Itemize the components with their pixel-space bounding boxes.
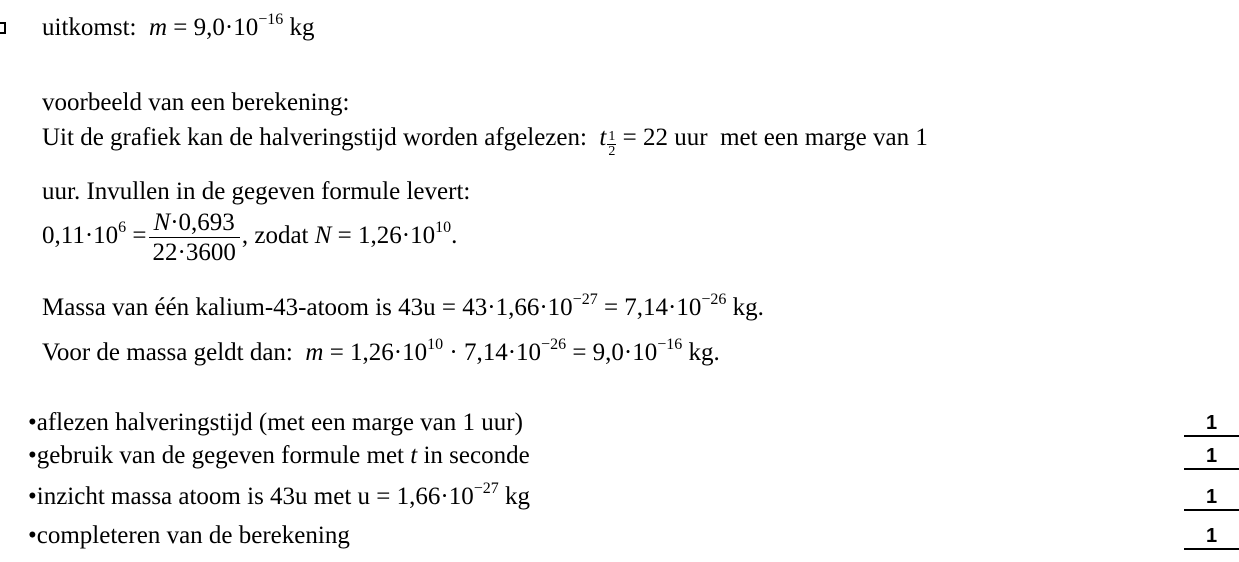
bullet-icon: • [28, 522, 37, 549]
zodat-text: zodat [254, 222, 309, 250]
intro-text: voorbeeld van een berekening: [42, 89, 350, 116]
score-4: 1 [1184, 526, 1239, 550]
result-unit: kg [289, 14, 315, 41]
result-label: uitkomst: [42, 14, 137, 41]
t-var: t [599, 124, 607, 151]
halftime-line [42, 125, 928, 159]
result-line [42, 11, 315, 41]
formula-line: $0,11\cdot 10^6$ = $\frac{N\cdot 0,693}{22\cdot 3600}$ , zodat $N = 1,26\cdot 10^{10}$. [42, 209, 458, 266]
criterion-4: •completeren van de berekening [28, 522, 350, 549]
half-fraction: $\frac{1}{2}$ [608, 129, 616, 159]
result-expr: = 9,0·10 [173, 14, 259, 41]
criterion-2: •gebruik van de gegeven formule met t in seconde [28, 442, 530, 469]
result-exp: −16 [258, 11, 284, 28]
n-value: = 1,26·10 [337, 222, 436, 250]
margin-text: met een marge van 1 [720, 124, 928, 151]
score-3: 1 [1184, 487, 1239, 511]
total-text: Voor de massa geldt dan: [42, 339, 293, 366]
halftime-text: Uit de grafiek kan de halveringstijd worden afgelezen: [42, 124, 587, 151]
criterion-1: •aflezen halveringstijd (met een marge van 1 uur) [28, 409, 523, 436]
bullet-icon: • [28, 483, 37, 510]
criterion-3: •inzicht massa atoom is 43u met $u = 1,66\cdot 10^{-27}$ kg [28, 480, 530, 510]
halftime-value: = 22 uur [622, 124, 708, 151]
bullet-icon: • [28, 409, 37, 436]
formula-fraction: $\frac{N\cdot 0,693}{22\cdot 3600}$ [149, 210, 240, 265]
result-var: m [148, 14, 168, 41]
total-mass-line: Voor de massa geldt dan: $m = 1,26\cdot 10^{10} \cdot 7,14\cdot 10^{-26} = 9,0\cdot 10^{-16}$ kg. [42, 336, 720, 366]
mass-line: Massa van één kalium-43-atoom is $43u = 43\cdot 1,66\cdot 10^{-27} = 7,14\cdot 10^{-26}$ kg. [42, 291, 764, 321]
formula-intro: uur. Invullen in de gegeven formule levert: [42, 178, 471, 205]
score-1: 1 [1184, 413, 1239, 437]
score-2: 1 [1184, 446, 1239, 470]
bullet-icon: • [28, 442, 37, 469]
mass-text: Massa van één kalium-43-atoom is 43u = [42, 294, 457, 321]
formula-lhs: 0,11·10 [42, 222, 119, 250]
checkbox-icon [0, 22, 6, 34]
